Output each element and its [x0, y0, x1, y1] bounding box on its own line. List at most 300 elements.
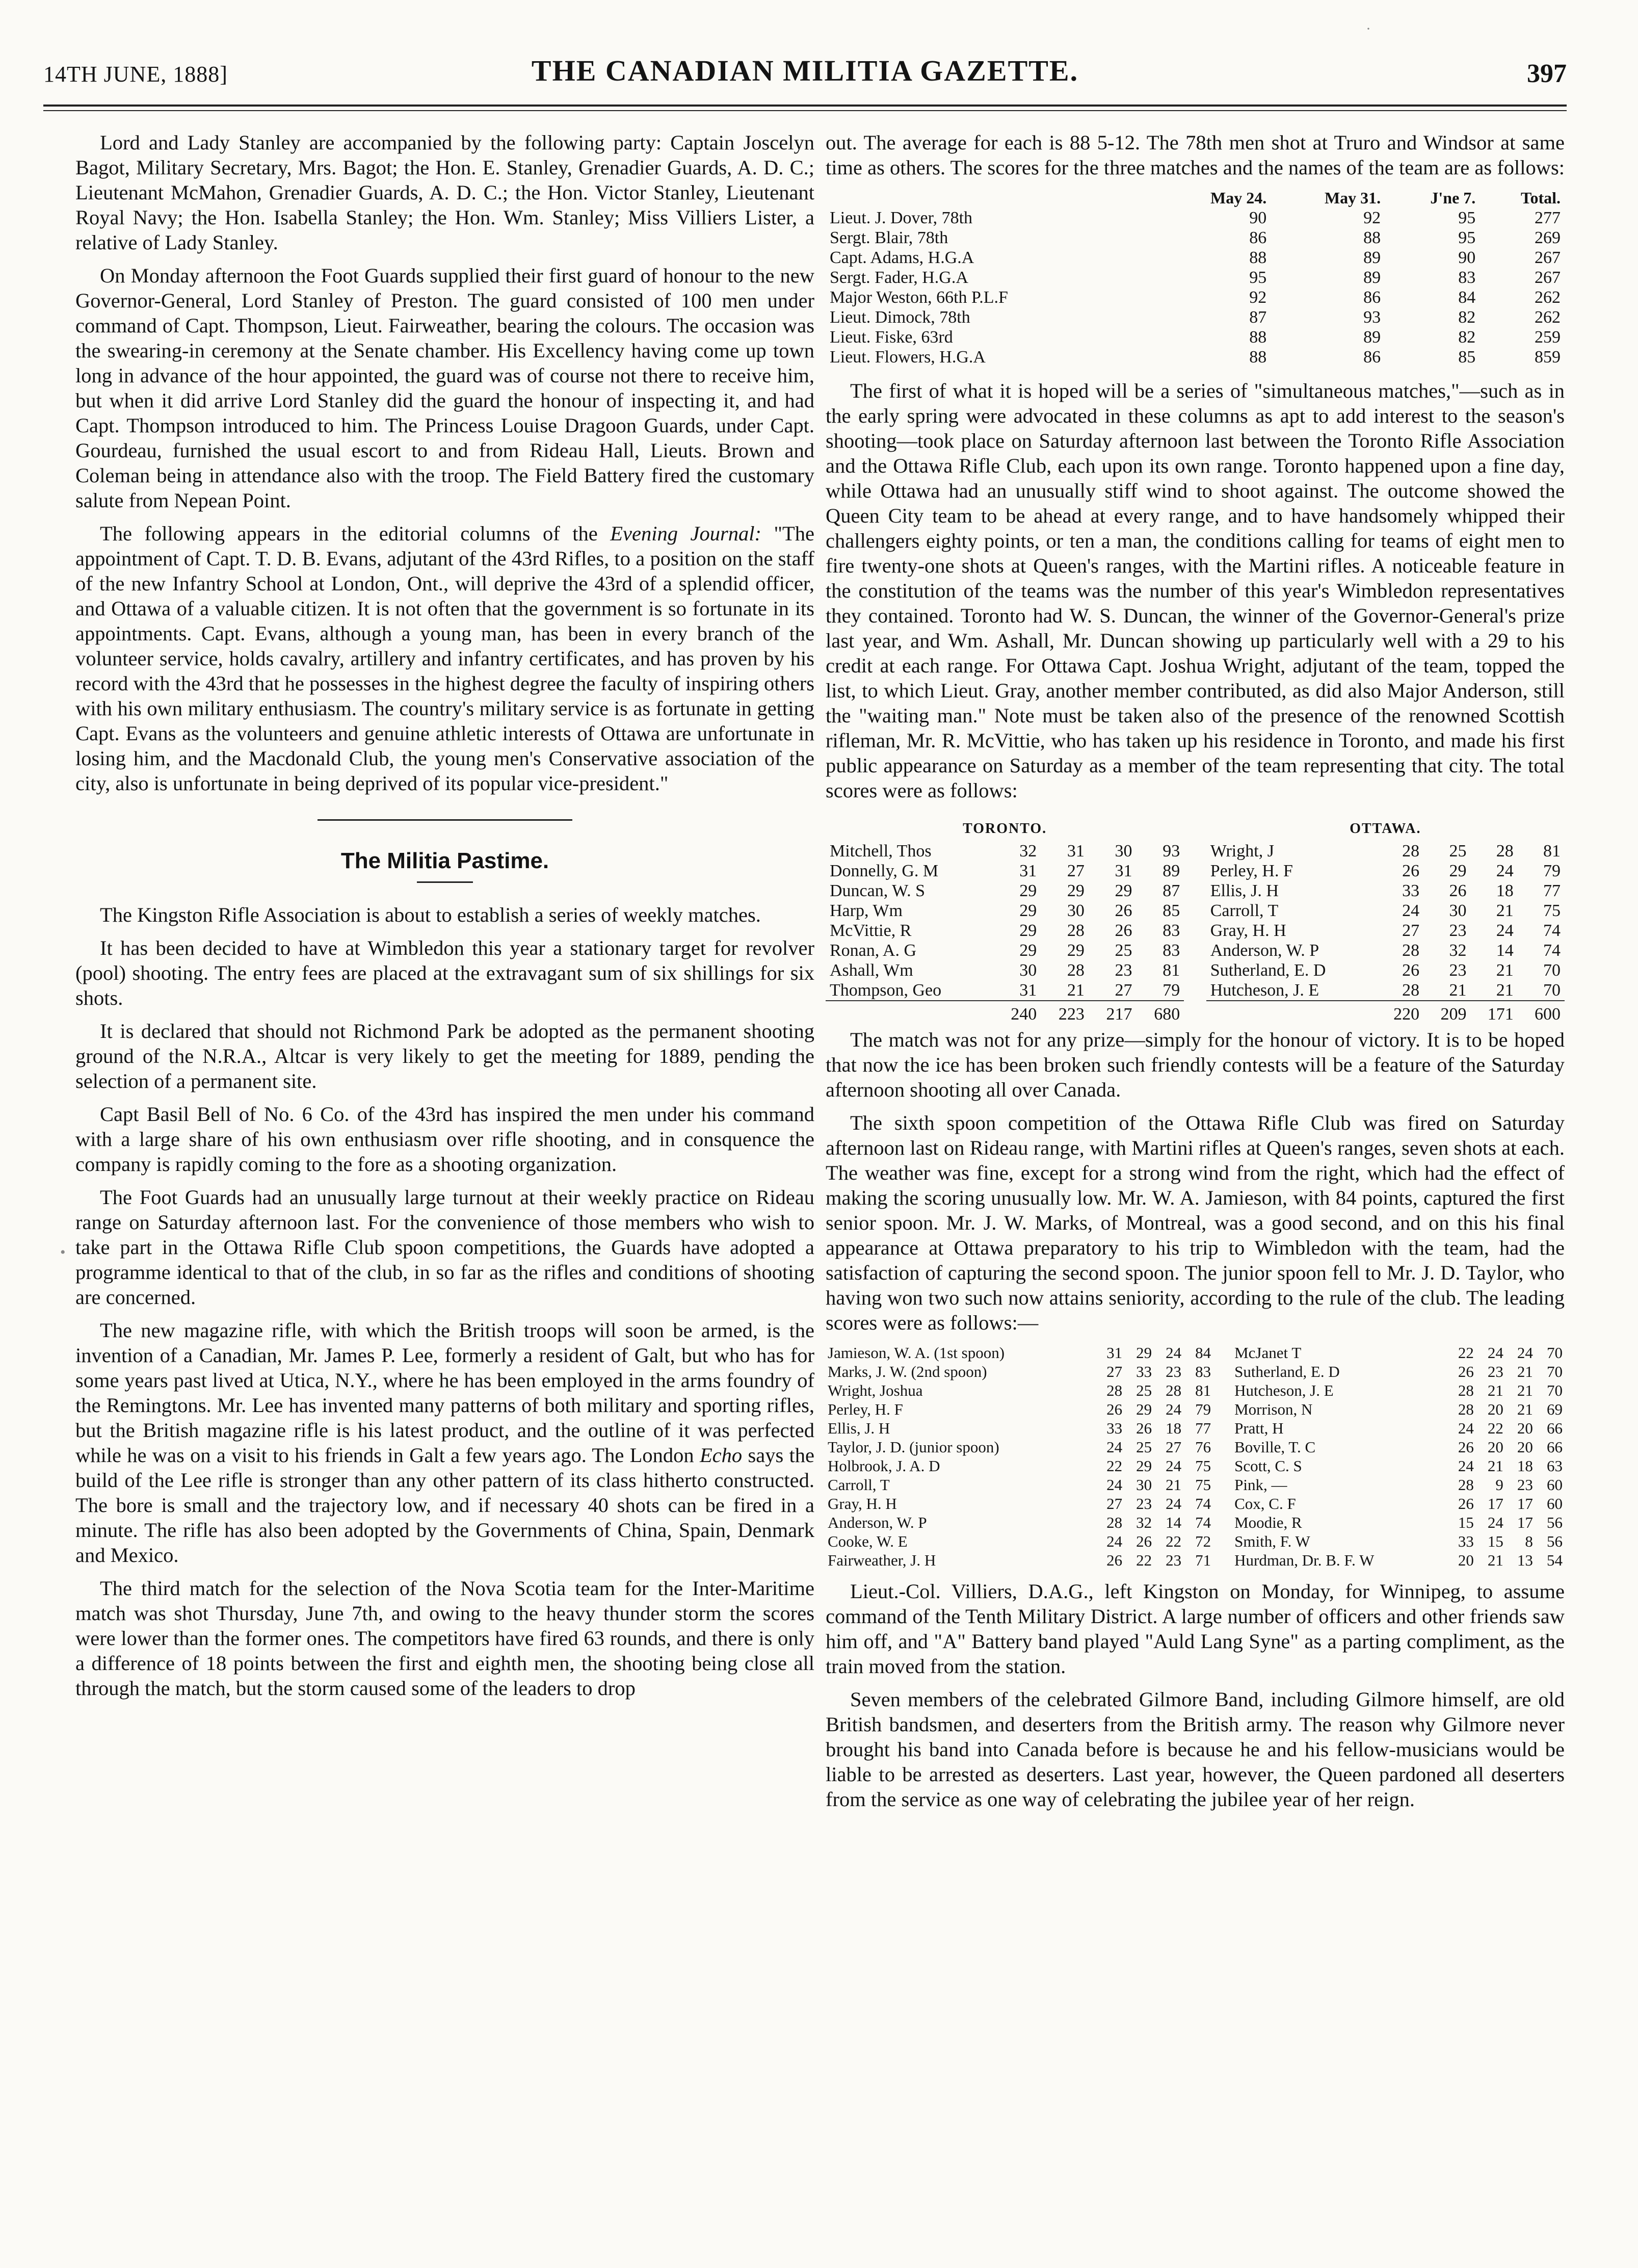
score-cell: 24	[1517, 1344, 1533, 1362]
score-cell: 24	[1106, 1438, 1123, 1456]
score-cell: 267	[1535, 268, 1561, 287]
table-row	[826, 1362, 1565, 1381]
table-row	[826, 941, 1184, 960]
score-cell: 26	[1458, 1495, 1474, 1513]
score-cell: 28	[1106, 1381, 1123, 1399]
score-cell: 29	[1019, 881, 1037, 900]
totals-row	[826, 1001, 1184, 1024]
score-cell: 71	[1195, 1551, 1211, 1569]
score-cell: 22	[1136, 1551, 1152, 1569]
print-speck: •	[60, 1244, 66, 1261]
table-row	[826, 248, 1565, 268]
competitor-name: Mitchell, Thos	[830, 842, 932, 861]
score-cell: 21	[1517, 1363, 1533, 1380]
issue-date: 14TH JUNE, 1888]	[43, 62, 228, 87]
score-cell: 33	[1136, 1363, 1152, 1380]
score-cell: 56	[1547, 1532, 1563, 1550]
section-divider	[318, 819, 572, 821]
score-cell: 26	[1106, 1551, 1123, 1569]
article-paragraph: It has been decided to have at Wimbledon this year a stationary target for revolver (pool) shooting. The entry fees are placed at the extravagant sum of six shillings for six shots.	[75, 936, 814, 1009]
competitor-name: Hutcheson, J. E	[1210, 981, 1319, 1000]
table-caption: OTTAWA.	[1350, 821, 1421, 837]
score-cell: 89	[1363, 328, 1381, 347]
competitor-name: Gray, H. H	[828, 1495, 897, 1513]
competitor-name: Scott, C. S	[1234, 1457, 1302, 1475]
competitor-name: Lieut. Dimock, 78th	[830, 308, 970, 327]
competitor-name: Lieut. Flowers, H.G.A	[830, 348, 986, 367]
score-cell: 75	[1543, 901, 1561, 920]
score-cell: 81	[1543, 842, 1561, 861]
competitor-name: Moodie, R	[1234, 1514, 1302, 1531]
score-cell: 29	[1136, 1400, 1152, 1418]
table-row	[826, 1551, 1565, 1570]
score-cell: 95	[1458, 228, 1476, 247]
competitor-name: Morrison, N	[1234, 1400, 1313, 1418]
score-cell: 83	[1163, 921, 1180, 940]
competitor-name: Marks, J. W. (2nd spoon)	[828, 1363, 987, 1380]
masthead-title: THE CANADIAN MILITIA GAZETTE.	[531, 54, 1079, 87]
article-paragraph: out. The average for each is 88 5-12. The 78th men shot at Truro and Windsor at same time as others. The scores for the three matches and the names of the team are as follows:	[826, 131, 1565, 179]
table-row	[1206, 881, 1565, 901]
table-row	[1206, 960, 1565, 980]
total-cell: 220	[1377, 1001, 1423, 1024]
competitor-name: Sergt. Fader, H.G.A	[830, 268, 968, 287]
score-cell: 28	[1166, 1381, 1182, 1399]
score-cell: 79	[1543, 862, 1561, 880]
table-row	[826, 228, 1565, 248]
score-cell: 88	[1363, 228, 1381, 247]
table-row	[826, 1400, 1565, 1419]
score-cell: 30	[1019, 961, 1037, 980]
score-cell: 28	[1067, 961, 1085, 980]
table-row	[826, 901, 1184, 921]
toronto-scores	[826, 816, 1184, 1024]
score-cell: 24	[1166, 1457, 1182, 1475]
total-cell: 209	[1423, 1001, 1470, 1024]
score-cell: 24	[1496, 921, 1514, 940]
table-row	[826, 1475, 1565, 1494]
score-cell: 18	[1166, 1419, 1182, 1437]
article-paragraph: Seven members of the celebrated Gilmore Band, including Gilmore himself, are old British bandsmen, and deserters from the British army. The reason why Gilmore never brought his band into Canada before is because he and his fellow-musicians would be liable to be arrested as deserters. Last year, however, the Queen pardoned all deserters from the service as one way of celebrating the jubilee year of her reign.	[826, 1688, 1565, 1811]
score-cell: 24	[1106, 1476, 1123, 1494]
total-cell: 240	[993, 1001, 1041, 1024]
score-cell: 21	[1496, 901, 1514, 920]
score-cell: 74	[1195, 1514, 1211, 1531]
score-cell: 66	[1547, 1438, 1563, 1456]
score-cell: 77	[1543, 881, 1561, 900]
score-cell: 31	[1067, 842, 1085, 861]
score-cell: 21	[1067, 981, 1085, 1000]
score-cell: 21	[1517, 1381, 1533, 1399]
score-cell: 20	[1458, 1551, 1474, 1569]
competitor-name: Gray, H. H	[1210, 921, 1286, 940]
score-cell: 28	[1402, 842, 1420, 861]
score-cell: 25	[1136, 1381, 1152, 1399]
article-paragraph: The first of what it is hoped will be a series of "simultaneous matches,"—such as in the early spring were advocated in these columns as apt to add interest to the season's shooting—took place on Saturday afternoon last between the Toronto Rifle Association and the Ottawa Rifle Club, each upon its own range. Toronto happened upon a fine day, while Ottawa had an unusually stiff wind to shoot against. The outcome showed the Queen City team to be ahead at every range, and to have handsomely whipped their challengers eighty points, or ten a man, the conditions calling for teams of eight men to fire twenty-one shots at Queen's ranges, with the Martini rifles. A noticeable feature in the constitution of the teams was the number of this year's Wimbledon representatives they contained. Toronto had W. S. Duncan, the winner of the Governor-General's prize last year, and Wm. Ashall, Mr. Duncan showing up particularly well with a 29 to his credit at each range. For Ottawa Capt. Joshua Wright, adjutant of the team, topped the list, to which Lieut. Gray, another member contributed, as did also Major Anderson, still the "waiting man." Note must be taken also of the presence of the renowned Scottish rifleman, Mr. R. McVittie, who has taken up his residence in Toronto, and made his first public appearance on Saturday as a member of the team representing that city. The total scores were as follows:	[826, 379, 1565, 802]
score-cell: 15	[1458, 1514, 1474, 1531]
score-cell: 25	[1449, 842, 1467, 861]
competitor-name: Ronan, A. G	[830, 941, 916, 960]
score-cell: 23	[1166, 1363, 1182, 1380]
table-row	[826, 881, 1184, 901]
competitor-name: Thompson, Geo	[830, 981, 942, 1000]
competitor-name: McJanet T	[1234, 1344, 1302, 1362]
score-cell: 25	[1115, 941, 1132, 960]
score-cell: 859	[1535, 348, 1561, 367]
score-cell: 21	[1166, 1476, 1182, 1494]
competitor-name: Pink, —	[1234, 1476, 1287, 1494]
article-paragraph: It is declared that should not Richmond Park be adopted as the permanent shooting ground of the N.R.A., Altcar is very likely to get the meeting for 1889, pending the selection of a permanent site.	[75, 1020, 814, 1092]
score-cell: 76	[1195, 1438, 1211, 1456]
score-cell: 69	[1547, 1400, 1563, 1418]
header-rule-thin	[43, 110, 1567, 111]
score-cell: 18	[1517, 1457, 1533, 1475]
left-column	[75, 130, 814, 1709]
table-row	[826, 347, 1565, 367]
competitor-name: Wright, J	[1210, 842, 1274, 861]
score-cell: 87	[1249, 308, 1267, 327]
competitor-name: McVittie, R	[830, 921, 912, 940]
column-header: Total.	[1521, 189, 1561, 207]
table-row	[1206, 901, 1565, 921]
table-row	[1206, 861, 1565, 881]
column-header: May 31.	[1324, 189, 1381, 207]
score-cell: 89	[1363, 248, 1381, 267]
score-cell: 30	[1115, 842, 1132, 861]
score-cell: 26	[1449, 881, 1467, 900]
table-row	[826, 980, 1184, 1001]
score-cell: 31	[1115, 862, 1132, 880]
score-cell: 85	[1163, 901, 1180, 920]
table-row	[826, 1343, 1565, 1362]
score-cell: 21	[1496, 981, 1514, 1000]
competitor-name: Smith, F. W	[1234, 1532, 1310, 1550]
score-cell: 24	[1487, 1344, 1503, 1362]
table-row	[826, 861, 1184, 881]
score-cell: 21	[1496, 961, 1514, 980]
score-cell: 70	[1547, 1344, 1563, 1362]
competitor-name: Anderson, W. P	[828, 1514, 927, 1531]
total-cell: 171	[1470, 1001, 1517, 1024]
score-cell: 267	[1535, 248, 1561, 267]
score-cell: 20	[1487, 1438, 1503, 1456]
score-cell: 63	[1547, 1457, 1563, 1475]
competitor-name: Lieut. J. Dover, 78th	[830, 208, 973, 227]
score-cell: 29	[1019, 921, 1037, 940]
score-cell: 26	[1115, 901, 1132, 920]
score-cell: 28	[1496, 842, 1514, 861]
score-cell: 28	[1067, 921, 1085, 940]
score-cell: 29	[1067, 881, 1085, 900]
score-cell: 21	[1487, 1551, 1503, 1569]
score-cell: 24	[1166, 1344, 1182, 1362]
table-row	[826, 921, 1184, 941]
table-row	[1206, 980, 1565, 1001]
score-cell: 24	[1166, 1400, 1182, 1418]
table-caption: TORONTO.	[963, 821, 1047, 837]
score-cell: 27	[1115, 981, 1132, 1000]
score-cell: 29	[1115, 881, 1132, 900]
competitor-name: Sergt. Blair, 78th	[830, 228, 948, 247]
score-cell: 84	[1195, 1344, 1211, 1362]
competitor-name: Cooke, W. E	[828, 1532, 908, 1550]
score-cell: 27	[1166, 1438, 1182, 1456]
score-cell: 28	[1402, 941, 1420, 960]
score-cell: 14	[1496, 941, 1514, 960]
score-cell: 93	[1363, 308, 1381, 327]
score-cell: 21	[1487, 1457, 1503, 1475]
score-cell: 95	[1458, 208, 1476, 227]
competitor-name: Perley, H. F	[828, 1400, 903, 1418]
score-cell: 26	[1136, 1419, 1152, 1437]
table-body	[826, 208, 1565, 367]
article-paragraph: The following appears in the editorial columns of the Evening Journal: "The appointment of Capt. T. D. B. Evans, adjutant of the 43rd Rifles, to a position on the staff of the new Infantry School at London, Ont., will deprive the 43rd of a splendid officer, and Ottawa of a valuable citizen. It is not often that the government is so fortunate in its appointments. Capt. Evans, although a young man, has been in every branch of the volunteer service, holds cavalry, artillery and infantry certificates, and has proven by his record with the 43rd that he possesses in the highest degree the faculty of inspiring others with his own military enthusiasm. The country's military service is as fortunate in getting Capt. Evans as the volunteers and genuine athletic interests of Ottawa are unfortunate in losing him, and the Macdonald Club, the young men's Conservative association of the city, also is unfortunate in being deprived of its popular vice-president."	[75, 522, 815, 795]
score-cell: 81	[1195, 1381, 1211, 1399]
competitor-name: Sutherland, E. D	[1234, 1363, 1340, 1380]
competitor-name: Harp, Wm	[830, 901, 903, 920]
table-row	[826, 1532, 1565, 1551]
competitor-name: Ellis, J. H	[1210, 881, 1279, 900]
total-cell: 217	[1089, 1001, 1137, 1024]
score-cell: 60	[1547, 1495, 1563, 1513]
table-row	[1206, 921, 1565, 941]
score-cell: 17	[1487, 1495, 1503, 1513]
print-speck: ·	[1366, 20, 1371, 37]
score-cell: 70	[1543, 981, 1561, 1000]
table-row	[826, 1419, 1565, 1438]
table-row	[826, 960, 1184, 980]
score-cell: 88	[1249, 248, 1267, 267]
competitor-name: Carroll, T	[1210, 901, 1279, 920]
column-header: J'ne 7.	[1430, 189, 1476, 207]
score-cell: 23	[1487, 1363, 1503, 1380]
score-cell: 77	[1195, 1419, 1211, 1437]
competitor-name: Major Weston, 66th P.L.F	[830, 288, 1008, 307]
score-cell: 26	[1115, 921, 1132, 940]
score-cell: 8	[1525, 1532, 1533, 1550]
table-row	[826, 1513, 1565, 1532]
article-paragraph: On Monday afternoon the Foot Guards supplied their first guard of honour to the new Governor-General, Lord Stanley of Preston. The guard consisted of 100 men under command of Capt. Thompson, Lieut. Fairweather, bearing the colours. The occasion was the swearing-in ceremony at the Senate chamber. His Excellency having come up town long in advance of the hour appointed, the guard was of course not there to receive him, but when it did arrive Lord Stanley did the guard the honour of inspecting it, and had Capt. Thompson introduced to him. The Princess Louise Dragoon Guards, under Capt. Gourdeau, furnished the usual escort to and from Rideau Hall, Lieuts. Brown and Coleman being in attendance also with the troop. The Field Battery fired the customary salute from Nepean Point.	[75, 264, 814, 512]
section-heading: The Militia Pastime.	[340, 848, 549, 873]
page-header	[43, 31, 1567, 92]
match-score-tables	[826, 816, 1565, 1024]
score-cell: 29	[1136, 1344, 1152, 1362]
score-cell: 83	[1458, 268, 1476, 287]
competitor-name: Fairweather, J. H	[828, 1551, 936, 1569]
competitor-name: Lieut. Fiske, 63rd	[830, 328, 953, 347]
spoon-scores-table	[826, 1343, 1565, 1570]
table-header-row	[826, 188, 1565, 208]
table-row	[826, 1438, 1565, 1456]
score-cell: 33	[1458, 1532, 1474, 1550]
total-cell: 223	[1041, 1001, 1089, 1024]
score-cell: 259	[1535, 328, 1561, 347]
table-row	[826, 268, 1565, 288]
score-cell: 20	[1517, 1438, 1533, 1456]
nova-scotia-scores-table	[826, 188, 1565, 367]
score-cell: 86	[1249, 228, 1267, 247]
total-cell: 680	[1137, 1001, 1184, 1024]
table-row	[826, 1494, 1565, 1513]
score-cell: 17	[1517, 1514, 1533, 1531]
competitor-name: Perley, H. F	[1210, 862, 1293, 880]
score-cell: 23	[1449, 921, 1467, 940]
table-row	[1206, 841, 1565, 861]
score-cell: 14	[1166, 1514, 1182, 1531]
score-cell: 31	[1019, 862, 1037, 880]
score-cell: 27	[1402, 921, 1420, 940]
score-cell: 75	[1195, 1457, 1211, 1475]
score-cell: 93	[1163, 842, 1180, 861]
score-cell: 9	[1495, 1476, 1503, 1494]
score-cell: 21	[1449, 981, 1467, 1000]
score-cell: 83	[1163, 941, 1180, 960]
score-cell: 28	[1458, 1400, 1474, 1418]
score-cell: 23	[1136, 1495, 1152, 1513]
score-cell: 60	[1547, 1476, 1563, 1494]
publication-name: Evening Journal:	[610, 522, 761, 545]
score-cell: 74	[1195, 1495, 1211, 1513]
score-cell: 79	[1195, 1400, 1211, 1418]
score-cell: 20	[1487, 1400, 1503, 1418]
score-cell: 23	[1166, 1551, 1182, 1569]
score-cell: 262	[1535, 308, 1561, 327]
score-cell: 22	[1458, 1344, 1474, 1362]
score-cell: 30	[1136, 1476, 1152, 1494]
competitor-name: Donnelly, G. M	[830, 862, 939, 880]
article-paragraph: The third match for the selection of the Nova Scotia team for the Inter-Maritime match was shot Thursday, June 7th, and owing to the heavy thunder storm the scores were lower than the former ones. The competitors have fired 63 rounds, and there is only a difference of 18 points between the first and eighth men, the shooting being close all through the match, but the storm caused some of the leaders to drop	[75, 1577, 814, 1700]
score-cell: 29	[1067, 941, 1085, 960]
score-cell: 28	[1106, 1514, 1123, 1531]
article-paragraph: Lieut.-Col. Villiers, D.A.G., left Kingston on Monday, for Winnipeg, to assume command of the Tenth Military District. A large number of officers and other friends saw him off, and "A" Battery band played "Auld Lang Syne" as a parting compliment, as the train moved from the station.	[826, 1580, 1565, 1678]
score-cell: 30	[1067, 901, 1085, 920]
score-cell: 13	[1517, 1551, 1533, 1569]
competitor-name: Ellis, J. H	[828, 1419, 890, 1437]
competitor-name: Anderson, W. P	[1210, 941, 1319, 960]
header-rule	[43, 105, 1567, 107]
score-cell: 29	[1019, 941, 1037, 960]
score-cell: 90	[1249, 208, 1267, 227]
score-cell: 89	[1163, 862, 1180, 880]
score-cell: 33	[1106, 1419, 1123, 1437]
competitor-name: Jamieson, W. A. (1st spoon)	[828, 1344, 1005, 1362]
score-cell: 26	[1136, 1532, 1152, 1550]
score-cell: 75	[1195, 1476, 1211, 1494]
score-cell: 70	[1543, 961, 1561, 980]
table-row	[826, 327, 1565, 347]
right-column	[826, 130, 1565, 1820]
article-paragraph: The sixth spoon competition of the Ottawa Rifle Club was fired on Saturday afternoon last on Rideau range, with Martini rifles at Queen's ranges, seven shots at each. The weather was fine, except for a strong wind from the right, which had the effect of making the scoring unusually low. Mr. W. A. Jamieson, with 84 points, captured the first senior spoon. Mr. J. W. Marks, of Montreal, was a good second, and on this his final appearance at Ottawa preparatory to his trip to Wimbledon with the team, had the satisfaction of capturing the second spoon. The junior spoon fell to Mr. J. D. Taylor, who having won two such now attains seniority, according to the rule of the club. The leading scores were as follows:—	[826, 1111, 1565, 1334]
score-cell: 23	[1517, 1476, 1533, 1494]
table-row	[826, 841, 1184, 861]
toronto-table	[826, 841, 1184, 1024]
score-cell: 70	[1547, 1381, 1563, 1399]
score-cell: 29	[1019, 901, 1037, 920]
score-cell: 24	[1487, 1514, 1503, 1531]
competitor-name: Boville, T. C	[1234, 1438, 1316, 1456]
table-row	[826, 1456, 1565, 1475]
score-cell: 70	[1547, 1363, 1563, 1380]
totals-row	[1206, 1001, 1565, 1024]
score-cell: 89	[1363, 268, 1381, 287]
score-cell: 21	[1517, 1400, 1533, 1418]
table-row	[826, 1381, 1565, 1400]
ottawa-scores	[1206, 816, 1565, 1024]
score-cell: 15	[1487, 1532, 1503, 1550]
table-row	[826, 208, 1565, 228]
score-cell: 18	[1496, 881, 1514, 900]
score-cell: 88	[1249, 348, 1267, 367]
publication-name: Echo	[699, 1444, 743, 1467]
score-cell: 92	[1363, 208, 1381, 227]
score-cell: 90	[1458, 248, 1476, 267]
table-row	[1206, 941, 1565, 960]
score-cell: 22	[1106, 1457, 1123, 1475]
competitor-name: Sutherland, E. D	[1210, 961, 1326, 980]
score-cell: 25	[1136, 1438, 1152, 1456]
article-paragraph: Capt Basil Bell of No. 6 Co. of the 43rd has inspired the men under his command with a large share of his own enthusiasm over rifle shooting, and in consquence the company is rapidly coming to the fore as a shooting organization.	[75, 1103, 814, 1176]
score-cell: 82	[1458, 308, 1476, 327]
score-cell: 23	[1115, 961, 1132, 980]
score-cell: 74	[1543, 921, 1561, 940]
score-cell: 33	[1402, 881, 1420, 900]
article-paragraph: The Kingston Rifle Association is about to establish a series of weekly matches.	[100, 903, 761, 926]
score-cell: 27	[1067, 862, 1085, 880]
page-number: 397	[1527, 59, 1567, 88]
article-paragraph: The match was not for any prize—simply for the honour of victory. It is to be hoped that now the ice has been broken such friendly contests will be a feature of the Saturday afternoon shooting all over Canada.	[826, 1028, 1565, 1101]
score-cell: 66	[1547, 1419, 1563, 1437]
table-row	[826, 288, 1565, 307]
score-cell: 24	[1402, 901, 1420, 920]
competitor-name: Wright, Joshua	[828, 1381, 923, 1399]
score-cell: 28	[1458, 1381, 1474, 1399]
score-cell: 26	[1458, 1438, 1474, 1456]
competitor-name: Taylor, J. D. (junior spoon)	[828, 1438, 999, 1456]
score-cell: 30	[1449, 901, 1467, 920]
article-paragraph: The new magazine rifle, with which the British troops will soon be armed, is the invention of a Canadian, Mr. James P. Lee, formerly a resident of Galt, but who has for some years past lived at Utica, N.Y., where he has been employed in the arms foundry of the Remingtons. Mr. Lee has invented many patterns of both military and sporting rifles, but the British magazine rifle is his latest product, and the outline of it was perfected while he was on a visit to his friends in Galt a few years ago. The London Echo says the build of the Lee rifle is stronger than any other pattern of its class hitherto constructed. The bore is small and the trajectory low, and if necessary 40 shots can be fired in a minute. The rifle has also been adopted by the Governments of China, Spain, Denmark and Mexico.	[75, 1319, 814, 1567]
score-cell: 31	[1106, 1344, 1123, 1362]
competitor-name: Duncan, W. S	[830, 881, 925, 900]
score-cell: 32	[1449, 941, 1467, 960]
score-cell: 27	[1106, 1363, 1123, 1380]
score-cell: 29	[1449, 862, 1467, 880]
score-cell: 88	[1249, 328, 1267, 347]
score-cell: 85	[1458, 348, 1476, 367]
score-cell: 21	[1487, 1381, 1503, 1399]
competitor-name: Pratt, H	[1234, 1419, 1284, 1437]
score-cell: 86	[1363, 288, 1381, 307]
article-paragraph: The Foot Guards had an unusually large turnout at their weekly practice on Rideau range on Saturday afternoon last. For the convenience of those members who wish to take part in the Ottawa Rifle Club spoon competitions, the Guards have adopted a programme identical to that of the club, in so far as the rifles and conditions of shooting are concerned.	[75, 1186, 814, 1309]
score-cell: 26	[1402, 862, 1420, 880]
score-cell: 26	[1402, 961, 1420, 980]
score-cell: 54	[1547, 1551, 1563, 1569]
score-cell: 269	[1535, 228, 1561, 247]
competitor-name: Capt. Adams, H.G.A	[830, 248, 974, 267]
score-cell: 84	[1458, 288, 1476, 307]
score-cell: 26	[1106, 1400, 1123, 1418]
score-cell: 26	[1458, 1363, 1474, 1380]
score-cell: 56	[1547, 1514, 1563, 1531]
score-cell: 24	[1166, 1495, 1182, 1513]
score-cell: 31	[1019, 981, 1037, 1000]
score-cell: 23	[1449, 961, 1467, 980]
competitor-name: Cox, C. F	[1234, 1495, 1296, 1513]
score-cell: 29	[1136, 1457, 1152, 1475]
score-cell: 27	[1106, 1495, 1123, 1513]
score-cell: 24	[1458, 1457, 1474, 1475]
score-cell: 17	[1517, 1495, 1533, 1513]
score-cell: 24	[1496, 862, 1514, 880]
